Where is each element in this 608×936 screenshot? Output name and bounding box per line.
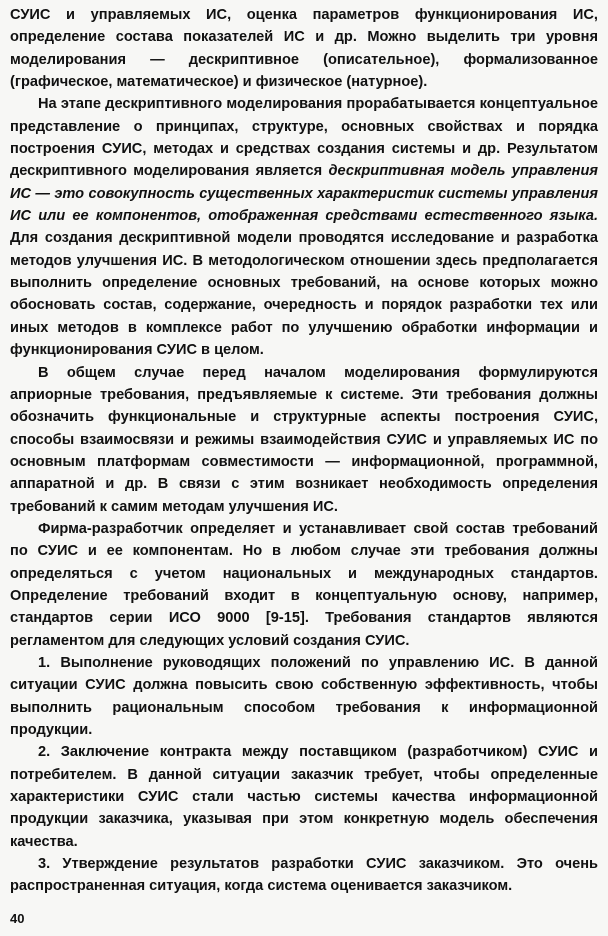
paragraph <box>10 362 598 518</box>
paragraph <box>10 4 598 93</box>
paragraph-text: 1. Выполнение руководящих положений по управлению ИС. В данной ситуации СУИС должна повысить свою собственную эффективность, чтобы выполнить рациональным способом требования к информационной продукции. <box>10 654 598 738</box>
paragraph-text: Фирма-разработчик определяет и устанавливает свой состав требований по СУИС и ее компонентам. Но в любом случае эти требования должны определяться с учетом национальных и международных стандартов. Определение требований входит в концептуальную основу, например, стандартов серии ИСО 9000 [9-15]. Требования стандартов являются регламентом для следующих условий создания СУИС. <box>10 520 598 649</box>
page-number: 40 <box>10 911 25 926</box>
paragraph-text: СУИС и управляемых ИС, оценка параметров функционирования ИС, определение состава показателей ИС и др. Можно выделить три уровня моделирования — дескриптивное (описательное), формализованное (графическое, математическое) и физическое (натурное). <box>10 7 598 91</box>
paragraph <box>10 853 598 898</box>
italic-definition-text: дескриптивная модель управления ИС — это совокупность существенных характеристик системы управления ИС или ее компонентов, отображенная средствами естественного языка. <box>10 163 598 225</box>
paragraph-text: Для создания дескриптивной модели проводятся исследование и разработка методов улучшения ИС. В методологическом отношении здесь предполагается выполнить определение основных требований, на основе которых можно обосновать состав, содержание, очередность и порядок разработки тех или иных методов в комплексе работ по улучшению обработки информации и функционирования СУИС в целом. <box>10 230 598 359</box>
paragraph <box>10 93 598 361</box>
page-body-text <box>10 4 598 898</box>
paragraph-text: На этапе дескриптивного моделирования прорабатывается концептуальное представление о принципах, структуре, основных свойствах и порядка построения СУИС, методах и средствах создания системы и др. Результатом дескриптивного моделирования является <box>10 96 598 180</box>
paragraph-text: 3. Утверждение результатов разработки СУИС заказчиком. Это очень распространенная ситуация, когда система оценивается заказчиком. <box>10 856 598 895</box>
paragraph-text: В общем случае перед началом моделирования формулируются априорные требования, предъявляемые к системе. Эти требования должны обозначить функциональные и структурные аспекты построения СУИС, способы взаимосвязи и режимы взаимодействия СУИС и управляемых ИС по основным платформам совместимости — информационной, программной, аппаратной и др. В связи с этим возникает необходимость определения требований к самим методам улучшения ИС. <box>10 364 598 515</box>
paragraph <box>10 652 598 741</box>
paragraph <box>10 518 598 652</box>
paragraph-text: 2. Заключение контракта между поставщиком (разработчиком) СУИС и потребителем. В данной ситуации заказчик требует, чтобы определенные характеристики СУИС стали частью системы качества информационной продукции заказчика, указывая при этом конкретную модель обеспечения качества. <box>10 744 598 850</box>
paragraph <box>10 741 598 853</box>
